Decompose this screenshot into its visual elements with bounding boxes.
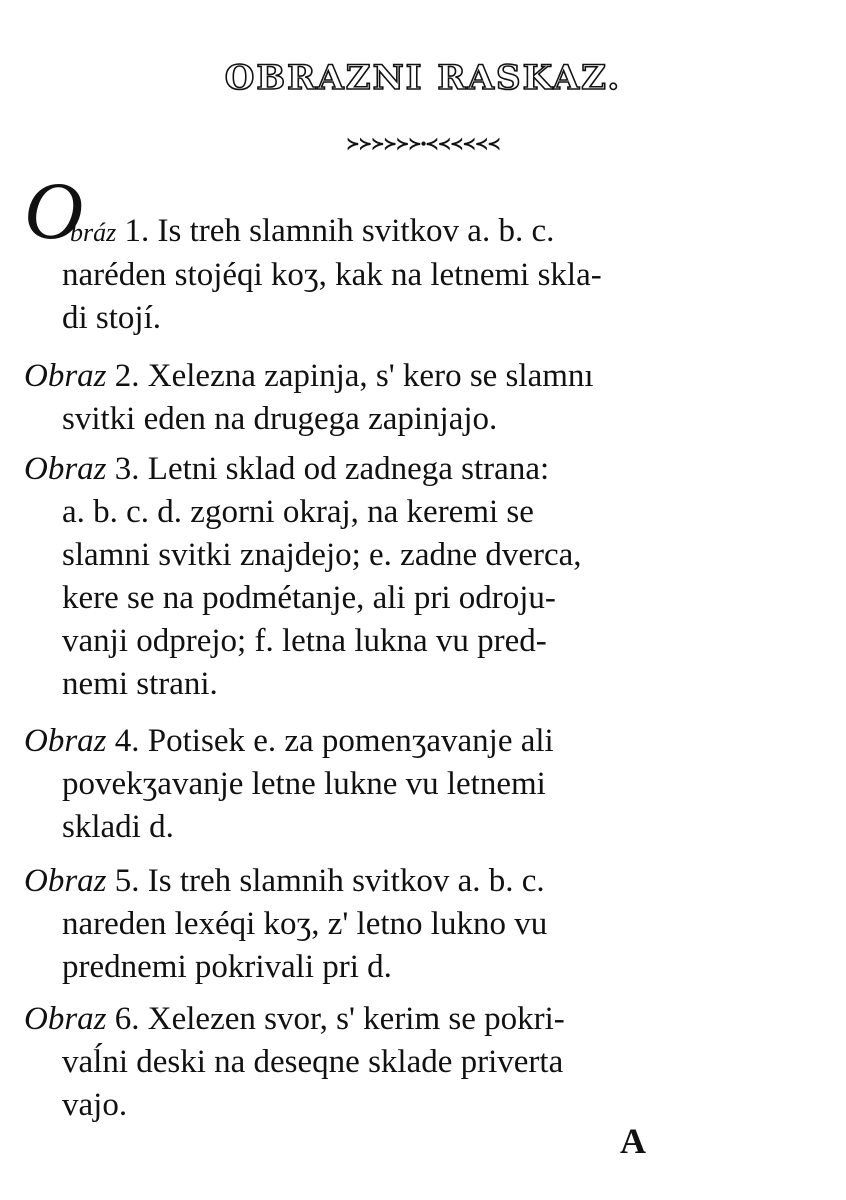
entry-number: 3. (114, 451, 140, 487)
entry-text: prednemi pokrivali pri d. (62, 949, 392, 985)
entry-number: 6. (114, 1001, 140, 1037)
entry-4 (24, 720, 814, 849)
entry-number: 2. (114, 358, 140, 394)
entry-text: di stojí. (62, 300, 162, 336)
catchword: A (620, 1121, 646, 1161)
drop-cap: O (24, 165, 84, 256)
entry-label: Obraz (24, 723, 107, 759)
entry-text: vajo. (62, 1087, 128, 1123)
entry-text: svitki eden na drugega zapinjajo. (62, 401, 498, 437)
entry-label: Obraz (24, 1001, 107, 1037)
entry-text: vaĺni deski na deseqne sklade priverta (62, 1044, 564, 1080)
entry-number: 4. (114, 723, 140, 759)
entry-text: vanji odprejo; f. letna lukna vu pred- (62, 623, 547, 659)
entry-text: povekʒavanje letne lukne vu letnemi (62, 766, 546, 802)
entry-text: slamni svitki znajdejo; e. zadne dverca, (62, 537, 582, 573)
entry-label: Obraz (24, 863, 107, 899)
entry-label: Obraz (24, 358, 107, 394)
entry-text: naréden stojéqi koʒ, kak na letnemi skla- (62, 257, 602, 293)
entry-text: Xelezna zapinja, s' kero se slamnı (147, 358, 594, 394)
entry-5 (24, 860, 814, 989)
entry-text: a. b. c. d. zgorni okraj, na keremi se (62, 494, 534, 530)
entry-label: Obraz (24, 451, 107, 487)
entry-text: Is treh slamnih svitkov a. b. c. (147, 863, 545, 899)
entry-text: kere se na podmétanje, ali pri odroju- (62, 580, 556, 616)
entry-number: 5. (114, 863, 140, 899)
entry-text: Letni sklad od zadnega strana: (147, 451, 550, 487)
entry-2 (24, 355, 814, 441)
entry-1 (24, 210, 814, 340)
entry-number: 1. (124, 213, 150, 249)
entry-6 (24, 998, 814, 1127)
entry-text: nemi strani. (62, 666, 218, 702)
entry-text: Is treh slamnih svitkov a. b. c. (157, 213, 555, 249)
entry-text: Xelezen svor, s' kerim se pokri- (147, 1001, 565, 1037)
ornament-divider: ≻≻≻≻≻≻•≺≺≺≺≺≺ (346, 136, 500, 153)
entry-text: Potisek e. za pomenʒavanje ali (147, 723, 554, 759)
entry-text: skladi d. (62, 809, 174, 845)
entry-3 (24, 448, 814, 706)
page-title: OBRAZNI RASKAZ. (224, 58, 622, 98)
entry-text: nareden lexéqi koʒ, z' letno lukno vu (62, 906, 548, 942)
entry-label: bráz (70, 218, 117, 247)
